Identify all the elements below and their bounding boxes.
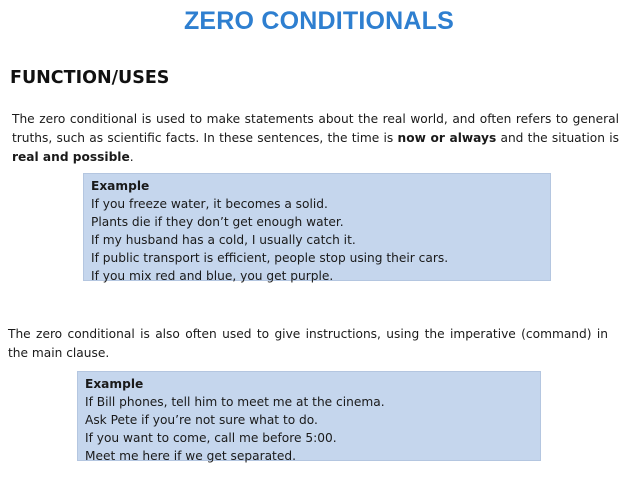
example-sentence: If you freeze water, it becomes a solid. — [91, 197, 328, 211]
example-sentence: Ask Pete if you’re not sure what to do. — [85, 413, 318, 427]
paragraph-text: The zero conditional is used to make statements about the real world, and often refers to general truths, such as scientific facts. In these sentences, the time is — [12, 112, 619, 145]
intro-paragraph — [12, 110, 619, 167]
section-heading: FUNCTION/USES — [10, 68, 170, 88]
example-sentence: If you mix red and blue, you get purple. — [91, 269, 334, 283]
example-sentence: If you want to come, call me before 5:00. — [85, 431, 337, 445]
example-box-2 — [77, 371, 541, 461]
example-sentence: If Bill phones, tell him to meet me at the cinema. — [85, 395, 385, 409]
example-sentence: If my husband has a cold, I usually catch it. — [91, 233, 356, 247]
instructions-paragraph: The zero conditional is also often used to give instructions, using the imperative (command) in the main clause. — [8, 327, 608, 360]
example-box-1 — [83, 173, 551, 281]
example-sentence: Plants die if they don’t get enough water. — [91, 215, 344, 229]
emphasis-text: real and possible — [12, 150, 130, 164]
page-title: ZERO CONDITIONALS — [183, 7, 455, 35]
example-label: Example — [85, 377, 144, 391]
example-sentence: If public transport is efficient, people stop using their cars. — [91, 251, 449, 265]
emphasis-text: now or always — [397, 131, 497, 145]
example-sentence: Meet me here if we get separated. — [85, 449, 296, 463]
example-label: Example — [91, 179, 150, 193]
paragraph-text: . — [129, 150, 134, 164]
paragraph-text: and the situation is — [496, 131, 619, 145]
